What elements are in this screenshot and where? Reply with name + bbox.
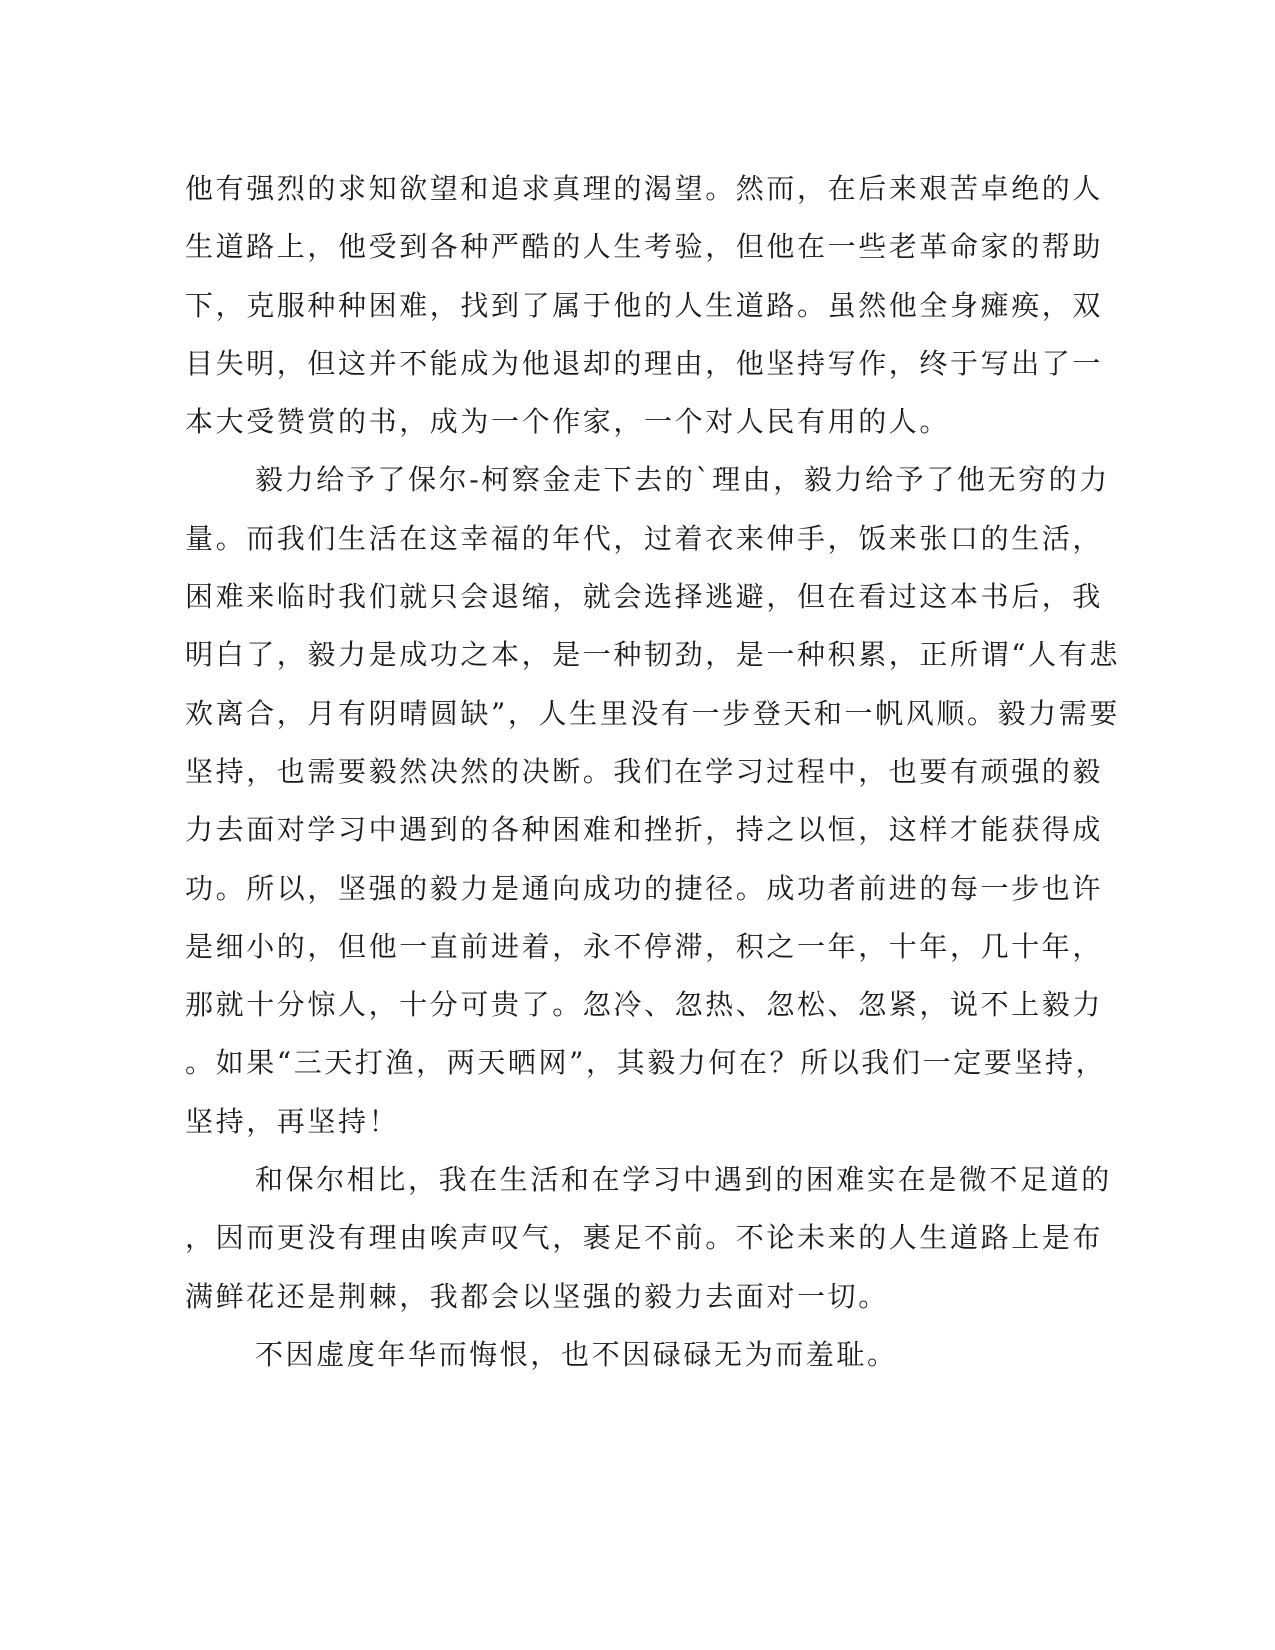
text-line: 困难来临时我们就只会退缩，就会选择逃避，但在看过这本书后，我: [185, 580, 1104, 614]
text-line: 欢离合，月有阴晴圆缺”，人生里没有一步登天和一帆风顺。毅力需要: [185, 696, 1120, 730]
text-line: 坚持，也需要毅然决然的决断。我们在学习过程中，也要有顽强的毅: [185, 754, 1104, 788]
paragraph-first-line: 和保尔相比，我在生活和在学习中遇到的困难实在是微不足道的: [255, 1163, 1112, 1197]
text-line: 目失明，但这并不能成为他退却的理由，他坚持写作，终于写出了一: [185, 346, 1104, 380]
text-line: 满鲜花还是荆棘，我都会以坚强的毅力去面对一切。: [185, 1279, 889, 1313]
text-line: 那就十分惊人，十分可贵了。忽冷、忽热、忽松、忽紧，说不上毅力: [185, 988, 1104, 1022]
paragraph-first-line: 不因虚度年华而悔恨，也不因碌碌无为而羞耻。: [255, 1337, 898, 1371]
body-text: [185, 160, 1120, 1384]
text-line: 力去面对学习中遇到的各种困难和挫折，持之以恒，这样才能获得成: [185, 813, 1104, 847]
text-line: 功。所以，坚强的毅力是通向成功的捷径。成功者前进的每一步也许: [185, 871, 1104, 905]
text-line: 下，克服种种困难，找到了属于他的人生道路。虽然他全身瘫痪，双: [185, 288, 1104, 322]
text-line: 生道路上，他受到各种严酷的人生考验，但他在一些老革命家的帮助: [185, 230, 1104, 264]
text-line: ，因而更没有理由唉声叹气，裹足不前。不论未来的人生道路上是布: [185, 1221, 1104, 1255]
text-line: 他有强烈的求知欲望和追求真理的渴望。然而，在后来艰苦卓绝的人: [185, 172, 1104, 205]
text-line: 明白了，毅力是成功之本，是一种韧劲，是一种积累，正所谓“人有悲: [185, 638, 1120, 672]
text-line: 量。而我们生活在这幸福的年代，过着衣来伸手，饭来张口的生活，: [185, 521, 1104, 555]
paragraph-first-line: 毅力给予了保尔-柯察金走下去的`理由，毅力给予了他无穷的力: [255, 463, 1110, 497]
text-line: 。如果“三天打渔，两天晒网”，其毅力何在？所以我们一定要坚持，: [185, 1046, 1107, 1080]
text-line: 坚持，再坚持！: [185, 1104, 400, 1138]
text-line: 本大受赞赏的书，成为一个作家，一个对人民有用的人。: [185, 405, 951, 439]
text-line: 是细小的，但他一直前进着，永不停滞，积之一年，十年，几十年，: [185, 929, 1104, 963]
